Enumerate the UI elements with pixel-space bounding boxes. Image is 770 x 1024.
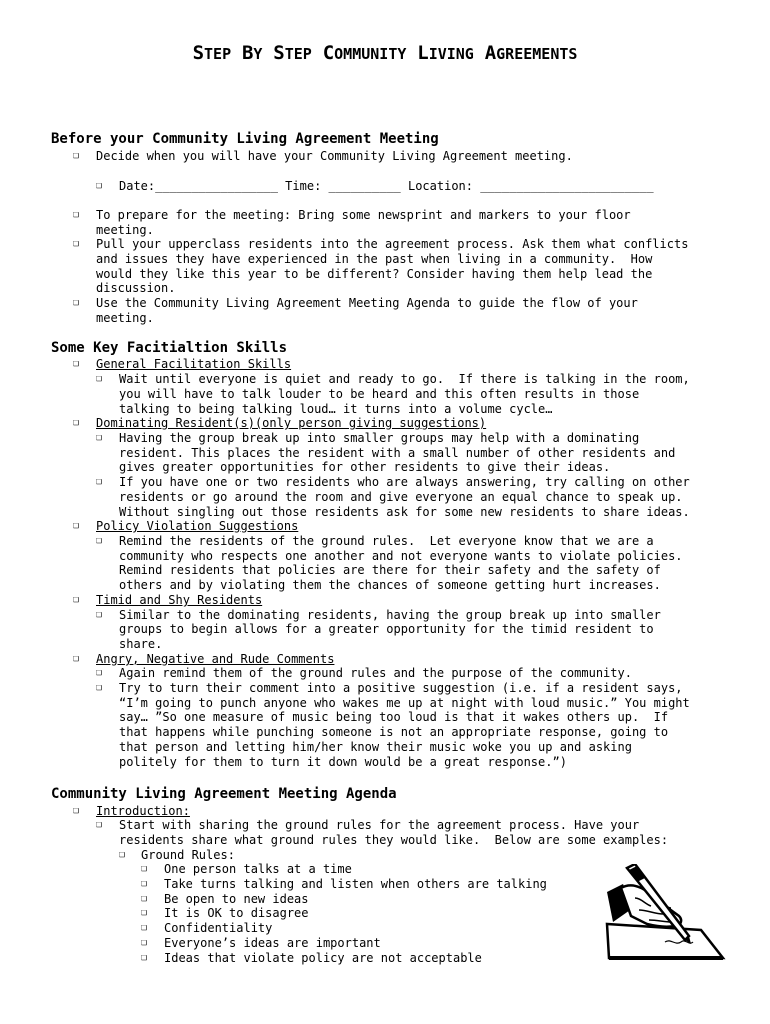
date-time-location-line: Date:_________________ Time: __________ Location: ________________________: [119, 179, 654, 193]
subheading-angry-comments: Angry, Negative and Rude Comments: [96, 652, 335, 666]
ground-rule-item: Everyone’s ideas are important: [164, 936, 381, 950]
ground-rule-item: Take turns talking and listen when others are talking: [164, 877, 547, 891]
list-item-line: politely for them to turn it down would be a great response.”): [119, 755, 567, 769]
ground-rule-item: Be open to new ideas: [164, 892, 309, 906]
checkbox-bullet-icon: [96, 475, 102, 490]
title-word: LIVING: [417, 42, 474, 64]
list-item-line: residents share what ground rules they would like. Below are some examples:: [119, 833, 669, 847]
list-item-line: that person and letting him/her know their music woke you up and asking: [119, 740, 632, 754]
checkbox-bullet-icon: [141, 906, 147, 921]
checkbox-bullet-icon: [141, 921, 147, 936]
list-item-line: others and by violating them the chances of someone getting hurt increases.: [119, 578, 661, 592]
checkbox-bullet-icon: [73, 237, 79, 252]
checkbox-bullet-icon: [96, 666, 102, 681]
checkbox-bullet-icon: [96, 534, 102, 549]
list-item-line: “I’m going to punch anyone who wakes me up at night with loud music.” You might: [119, 696, 690, 710]
list-item-line: To prepare for the meeting: Bring some newsprint and markers to your floor: [96, 208, 631, 222]
subheading-policy-violation: Policy Violation Suggestions: [96, 519, 299, 533]
checkbox-bullet-icon: [73, 416, 79, 431]
checkbox-bullet-icon: [73, 357, 79, 372]
checkbox-bullet-icon: [73, 593, 79, 608]
ground-rule-item: Confidentiality: [164, 921, 273, 935]
title-word: STEP: [273, 42, 312, 64]
checkbox-bullet-icon: [96, 372, 102, 387]
list-item-line: gives greater opportunities for other residents to give their ideas.: [119, 460, 611, 474]
list-item-line: Pull your upperclass residents into the agreement process. Ask them what conflicts: [96, 237, 689, 251]
list-item-line: talking to being talking loud… it turns into a volume cycle…: [119, 402, 553, 416]
list-item-line: If you have one or two residents who are always answering, try calling on other: [119, 475, 690, 489]
checkbox-bullet-icon: [96, 179, 102, 194]
list-item-line: Similar to the dominating residents, having the group break up into smaller: [119, 608, 661, 622]
checkbox-bullet-icon: [119, 848, 125, 863]
checkbox-bullet-icon: [141, 936, 147, 951]
list-item-line: Again remind them of the ground rules and the purpose of the community.: [119, 666, 632, 680]
hand-writing-with-pen-icon: [605, 864, 727, 960]
subheading-timid-residents: Timid and Shy Residents: [96, 593, 263, 607]
subheading-introduction: Introduction:: [96, 804, 190, 818]
list-item-line: residents or go around the room and give everyone an equal chance to speak up.: [119, 490, 683, 504]
section-heading-meeting-agenda: Community Living Agreement Meeting Agenda: [51, 786, 397, 802]
section-heading-facilitation-skills: Some Key Facitialtion Skills: [51, 340, 288, 356]
checkbox-bullet-icon: [73, 519, 79, 534]
list-item-line: Without singling out those residents ask for some new residents to share ideas.: [119, 505, 690, 519]
list-item-line: meeting.: [96, 311, 154, 325]
checkbox-bullet-icon: [73, 804, 79, 819]
list-item-line: Start with sharing the ground rules for the agreement process. Have your: [119, 818, 640, 832]
title-word: COMMUNITY: [322, 42, 407, 64]
checkbox-bullet-icon: [141, 951, 147, 966]
list-item-line: say… ”So one measure of music being too loud is that it wakes others up. If: [119, 710, 669, 724]
list-item-line: resident. This places the resident with a small number of other residents and: [119, 446, 676, 460]
list-item-line: share.: [119, 637, 163, 651]
title-word: AGREEMENTS: [484, 42, 578, 64]
section-heading-before-meeting: Before your Community Living Agreement Meeting: [51, 131, 439, 147]
checkbox-bullet-icon: [96, 681, 102, 696]
document-title: [0, 42, 770, 64]
checkbox-bullet-icon: [73, 652, 79, 667]
list-item-line: Having the group break up into smaller groups may help with a dominating: [119, 431, 640, 445]
checkbox-bullet-icon: [141, 862, 147, 877]
ground-rule-item: It is OK to disagree: [164, 906, 309, 920]
list-item-line: discussion.: [96, 281, 176, 295]
list-item-line: and issues they have experienced in the past when living in a community. How: [96, 252, 653, 266]
ground-rule-item: One person talks at a time: [164, 862, 352, 876]
list-item: Decide when you will have your Community Living Agreement meeting.: [96, 149, 573, 163]
checkbox-bullet-icon: [141, 877, 147, 892]
list-item-line: Remind residents that policies are there for their safety and the safety of: [119, 563, 661, 577]
list-item-line: Try to turn their comment into a positive suggestion (i.e. if a resident says,: [119, 681, 683, 695]
title-word: BY: [241, 42, 263, 64]
checkbox-bullet-icon: [141, 892, 147, 907]
list-item-line: Wait until everyone is quiet and ready to go. If there is talking in the room,: [119, 372, 690, 386]
list-item-line: that happens while punching someone is not an appropriate response, going to: [119, 725, 669, 739]
list-item-line: groups to begin allows for a greater opportunity for the timid resident to: [119, 622, 654, 636]
list-item-line: you will have to talk louder to be heard and this often results in those: [119, 387, 640, 401]
subheading-dominating-residents: Dominating Resident(s)(only person giving suggestions): [96, 416, 487, 430]
ground-rule-item: Ideas that violate policy are not acceptable: [164, 951, 482, 965]
checkbox-bullet-icon: [73, 208, 79, 223]
checkbox-bullet-icon: [96, 608, 102, 623]
list-item-line: would they like this year to be different? Consider having them help lead the: [96, 267, 653, 281]
ground-rules-label: Ground Rules:: [141, 848, 235, 862]
checkbox-bullet-icon: [96, 431, 102, 446]
list-item-line: Remind the residents of the ground rules. Let everyone know that we are a: [119, 534, 654, 548]
checkbox-bullet-icon: [96, 818, 102, 833]
checkbox-bullet-icon: [73, 296, 79, 311]
title-word: STEP: [192, 42, 232, 64]
checkbox-bullet-icon: [73, 149, 79, 164]
list-item-line: Use the Community Living Agreement Meeting Agenda to guide the flow of your: [96, 296, 638, 310]
subheading-general-facilitation: General Facilitation Skills: [96, 357, 292, 371]
list-item-line: meeting.: [96, 223, 154, 237]
list-item-line: community who respects one another and not everyone wants to violate policies.: [119, 549, 683, 563]
